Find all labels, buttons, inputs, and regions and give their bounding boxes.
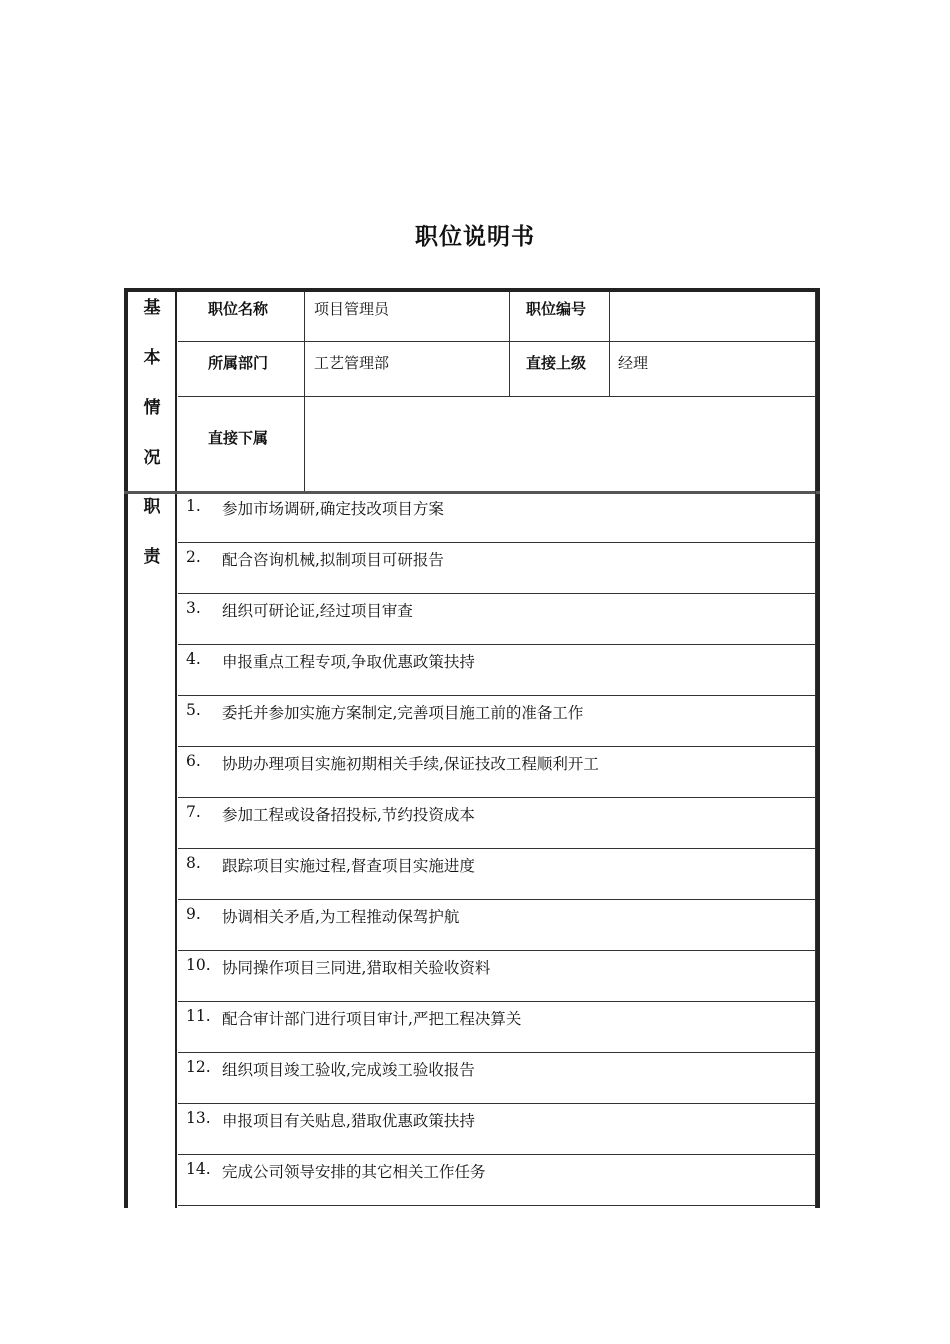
duty-item bbox=[178, 645, 816, 696]
department-cell bbox=[305, 342, 510, 397]
duty-text: 跟踪项目实施过程,督查项目实施进度 bbox=[222, 857, 475, 875]
duty-number: 12. bbox=[186, 1058, 211, 1076]
duty-text: 参加市场调研,确定技改项目方案 bbox=[222, 500, 444, 518]
duty-number: 14. bbox=[186, 1160, 211, 1178]
duty-item bbox=[178, 492, 816, 543]
duty-text: 协调相关矛盾,为工程推动保驾护航 bbox=[222, 908, 460, 926]
duty-number: 11. bbox=[186, 1007, 211, 1025]
frame-right-border bbox=[816, 288, 820, 1208]
section-char: 况 bbox=[143, 448, 161, 468]
subordinates-label-cell bbox=[178, 397, 305, 491]
duty-text: 配合咨询机械,拟制项目可研报告 bbox=[222, 551, 444, 569]
duty-text: 配合审计部门进行项目审计,严把工程决算关 bbox=[222, 1010, 522, 1028]
duty-item bbox=[178, 696, 816, 747]
subordinates-cell bbox=[305, 397, 816, 491]
duty-text: 组织项目竣工验收,完成竣工验收报告 bbox=[222, 1061, 475, 1079]
duty-text: 协同操作项目三同进,猎取相关验收资料 bbox=[222, 959, 491, 977]
duty-item bbox=[178, 1155, 816, 1206]
duty-number: 2. bbox=[186, 548, 201, 566]
position-code-cell bbox=[610, 292, 816, 342]
duties-section-label bbox=[142, 495, 162, 595]
department-label: 所属部门 bbox=[208, 354, 269, 372]
section-char: 责 bbox=[143, 547, 161, 567]
subordinates-label: 直接下属 bbox=[208, 429, 269, 447]
position-name-cell bbox=[305, 292, 510, 342]
section-char: 职 bbox=[143, 497, 161, 517]
grid-right-border bbox=[815, 292, 816, 492]
duty-number: 1. bbox=[186, 497, 201, 515]
duty-number: 13. bbox=[186, 1109, 211, 1127]
supervisor-cell bbox=[610, 342, 816, 397]
position-name-value: 项目管理员 bbox=[314, 300, 390, 318]
duty-number: 9. bbox=[186, 905, 201, 923]
duty-number: 5. bbox=[186, 701, 201, 719]
duty-text: 委托并参加实施方案制定,完善项目施工前的准备工作 bbox=[222, 704, 584, 722]
duties-right-border bbox=[815, 492, 816, 1208]
position-name-label: 职位名称 bbox=[208, 300, 269, 318]
duty-item bbox=[178, 543, 816, 594]
duty-item bbox=[178, 1104, 816, 1155]
duty-number: 10. bbox=[186, 956, 211, 974]
duty-text: 组织可研论证,经过项目审查 bbox=[222, 602, 413, 620]
section-column-divider bbox=[175, 292, 177, 1208]
section-char: 情 bbox=[143, 398, 161, 418]
duty-item bbox=[178, 849, 816, 900]
duty-item bbox=[178, 594, 816, 645]
duty-text: 参加工程或设备招投标,节约投资成本 bbox=[222, 806, 475, 824]
duty-number: 6. bbox=[186, 752, 201, 770]
duty-number: 3. bbox=[186, 599, 201, 617]
duty-item bbox=[178, 1002, 816, 1053]
position-code-label: 职位编号 bbox=[526, 300, 587, 318]
supervisor-value: 经理 bbox=[618, 354, 649, 372]
duty-item bbox=[178, 900, 816, 951]
duty-item bbox=[178, 1053, 816, 1104]
department-value: 工艺管理部 bbox=[314, 354, 390, 372]
duty-number: 7. bbox=[186, 803, 201, 821]
duty-text: 完成公司领导安排的其它相关工作任务 bbox=[222, 1163, 486, 1181]
duty-item bbox=[178, 951, 816, 1002]
frame-left-border bbox=[124, 288, 128, 1208]
page-title: 职位说明书 bbox=[415, 224, 535, 250]
duty-text: 申报重点工程专项,争取优惠政策扶持 bbox=[222, 653, 475, 671]
duty-text: 申报项目有关贴息,猎取优惠政策扶持 bbox=[222, 1112, 475, 1130]
position-code-label-cell bbox=[510, 292, 610, 342]
position-name-label-cell bbox=[178, 292, 305, 342]
duty-item bbox=[178, 798, 816, 849]
duty-text: 协助办理项目实施初期相关手续,保证技改工程顺利开工 bbox=[222, 755, 599, 773]
supervisor-label: 直接上级 bbox=[526, 354, 587, 372]
duty-number: 4. bbox=[186, 650, 201, 668]
basic-info-section-label bbox=[142, 296, 162, 496]
supervisor-label-cell bbox=[510, 342, 610, 397]
duty-number: 8. bbox=[186, 854, 201, 872]
section-char: 本 bbox=[143, 348, 161, 368]
section-char: 基 bbox=[143, 298, 161, 318]
duty-item bbox=[178, 747, 816, 798]
department-label-cell bbox=[178, 342, 305, 397]
